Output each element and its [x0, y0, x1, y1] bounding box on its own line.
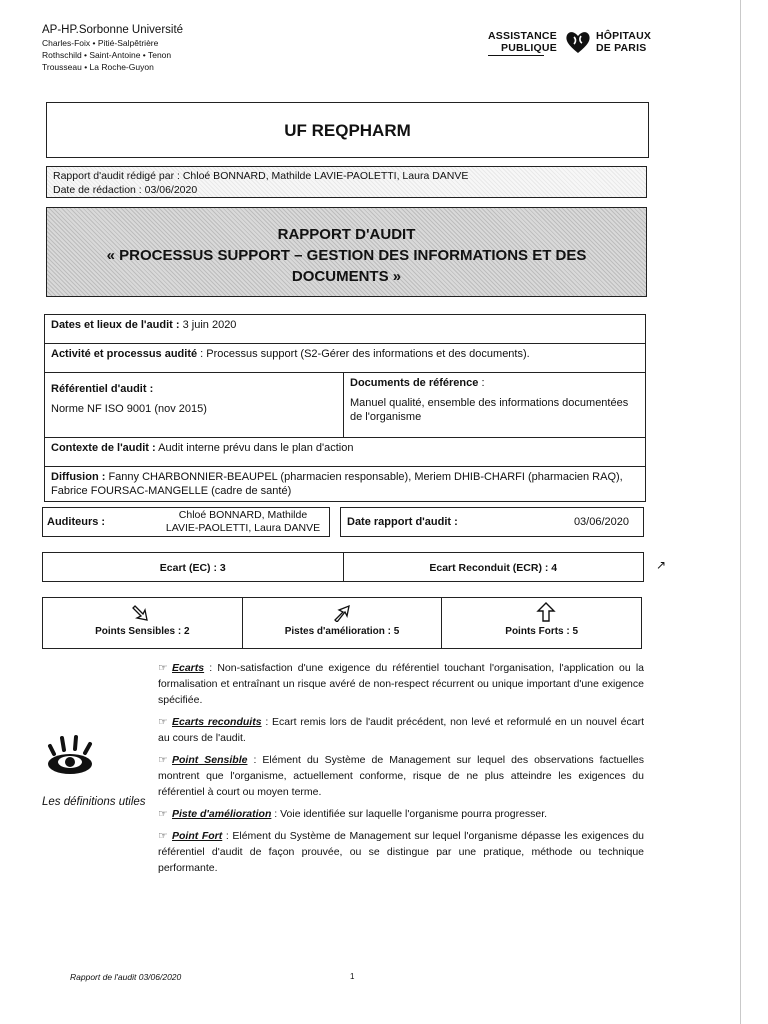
definition-item	[158, 714, 644, 746]
title-box	[46, 102, 649, 158]
ecart-ecr: Ecart Reconduit (ECR) : 4	[343, 553, 644, 581]
definition-item	[158, 806, 644, 822]
pointing-hand-icon: ☞	[158, 830, 168, 842]
logo-word-assistance: ASSISTANCE	[488, 30, 557, 42]
definition-item	[158, 828, 644, 876]
rapport-subject-line-1: « PROCESSUS SUPPORT – GESTION DES INFORMATIONS ET DES	[106, 247, 587, 264]
redaction-authors: Rapport d'audit rédigé par : Chloé BONNARD, Mathilde LAVIE-PAOLETTI, Laura DANVE	[53, 170, 469, 182]
activite-value: : Processus support (S2-Gérer des informations et des documents).	[197, 348, 530, 360]
audit-info-table	[44, 314, 646, 502]
dates-label: Dates et lieux de l'audit :	[51, 319, 180, 331]
definition-term: Ecarts	[172, 662, 205, 674]
aphp-logo	[488, 28, 678, 62]
diffusion-row	[45, 467, 646, 502]
referentiel-cell	[45, 373, 344, 438]
pistes-amelioration-cell	[242, 598, 442, 648]
scan-edge-line	[740, 0, 741, 1024]
auditeurs-label: Auditeurs :	[47, 516, 106, 528]
documents-label: Documents de référence	[350, 377, 479, 389]
contexte-row	[45, 438, 646, 467]
ecarts-summary	[42, 552, 644, 582]
auditeurs-value: Chloé BONNARD, Mathilde LAVIE-PAOLETTI, Laura DANVE	[165, 509, 321, 534]
arrow-down-right-icon	[43, 602, 239, 622]
documents-value: Manuel qualité, ensemble des informations documentées de l'organisme	[350, 397, 629, 423]
dates-row	[45, 315, 646, 344]
definition-text: : Elément du Système de Management sur lequel l'organisme dépasse les exigences du référentiel d'audit de façon prouvée, ou se distingue par une pratique, méthode ou technique performante.	[158, 830, 645, 874]
pointing-hand-icon: ☞	[158, 754, 168, 766]
points-sensibles-cell	[43, 598, 242, 648]
contexte-value: Audit interne prévu dans le plan d'action	[155, 442, 354, 454]
logo-word-hopitaux: HÔPITAUX	[596, 30, 652, 42]
rapport-heading: RAPPORT D'AUDIT	[277, 226, 416, 243]
definition-term: Piste d'amélioration	[172, 808, 272, 820]
points-sensibles-label: Points Sensibles : 2	[95, 626, 190, 637]
document-title: UF REQPHARM	[284, 121, 411, 140]
organisation-block	[42, 24, 183, 73]
diffusion-value: Fanny CHARBONNIER-BEAUPEL (pharmacien responsable), Meriem DHIB-CHARFI (pharmacien RAQ), Fabrice FOURSAC-MANGELLE (cadre de santé)	[51, 471, 623, 497]
pistes-amelioration-label: Pistes d'amélioration : 5	[284, 626, 400, 637]
referentiel-row	[45, 373, 646, 438]
definition-term: Point Sensible	[172, 754, 248, 766]
definition-text: : Non-satisfaction d'une exigence du référentiel touchant l'organisation, l'application ou la formalisation et entraînant un risque avéré de non-respect récurrent ou unique important d'une exigence spécifiée.	[158, 662, 644, 706]
dates-value: 3 juin 2020	[179, 319, 237, 331]
redaction-box	[46, 166, 647, 198]
points-forts-cell	[441, 598, 641, 648]
definition-term: Point Fort	[172, 830, 223, 842]
rapport-subject-line-2: DOCUMENTS »	[291, 268, 402, 285]
date-rapport-label: Date rapport d'audit :	[347, 516, 458, 528]
heart-logo-icon	[564, 28, 592, 56]
definitions-label: Les définitions utiles	[42, 796, 146, 808]
redaction-date: Date de rédaction : 03/06/2020	[53, 184, 198, 196]
rapport-banner	[46, 207, 647, 297]
auditeurs-box	[42, 507, 330, 537]
definition-text: : Ecart remis lors de l'audit précédent, non levé et reformulé en un nouvel écart au cours de l'audit.	[158, 716, 644, 744]
pointing-hand-icon: ☞	[158, 716, 168, 728]
definition-text: : Voie identifiée sur laquelle l'organisme pourra progresser.	[271, 808, 548, 820]
definitions-list	[158, 660, 644, 882]
org-site-line-1: Charles-Foix • Pitié-Salpêtrière	[42, 38, 159, 48]
logo-word-publique: PUBLIQUE	[501, 42, 557, 54]
arrow-up-icon	[442, 602, 650, 622]
referentiel-value: Norme NF ISO 9001 (nov 2015)	[51, 403, 207, 415]
definition-item	[158, 752, 644, 800]
ecart-ec: Ecart (EC) : 3	[159, 562, 226, 574]
documents-cell	[344, 373, 646, 438]
org-site-line-2: Rothschild • Saint-Antoine • Tenon	[42, 50, 172, 60]
points-forts-label: Points Forts : 5	[505, 626, 579, 637]
diffusion-label: Diffusion :	[51, 471, 106, 483]
points-summary	[42, 597, 642, 649]
contexte-label: Contexte de l'audit :	[51, 442, 156, 454]
page-number: 1	[350, 972, 355, 981]
documents-colon: :	[478, 377, 485, 389]
org-name: AP-HP.Sorbonne Université	[42, 24, 184, 36]
definition-item	[158, 660, 644, 708]
activite-label: Activité et processus audité	[51, 348, 198, 360]
logo-word-de-paris: DE PARIS	[596, 42, 647, 54]
arrow-up-right-icon	[243, 602, 439, 622]
pointing-hand-icon: ☞	[158, 808, 168, 820]
margin-arrow-icon: ↗	[656, 558, 667, 572]
date-rapport-box	[340, 507, 644, 537]
pointing-hand-icon: ☞	[158, 662, 168, 674]
org-site-line-3: Trousseau • La Roche-Guyon	[42, 62, 154, 72]
referentiel-label: Référentiel d'audit :	[51, 383, 154, 395]
footer-text: Rapport de l'audit 03/06/2020	[70, 972, 182, 982]
logo-underline	[488, 55, 544, 56]
date-rapport-value: 03/06/2020	[573, 516, 629, 528]
eye-icon	[40, 732, 100, 782]
activite-row	[45, 344, 646, 373]
definition-term: Ecarts reconduits	[172, 716, 262, 728]
definition-text: : Elément du Système de Management sur lequel des observations factuelles montrent que l'organisme, actuellement conforme, risque de ne plus atteindre les exigences du référentiel à court ou moyen terme.	[158, 754, 644, 798]
